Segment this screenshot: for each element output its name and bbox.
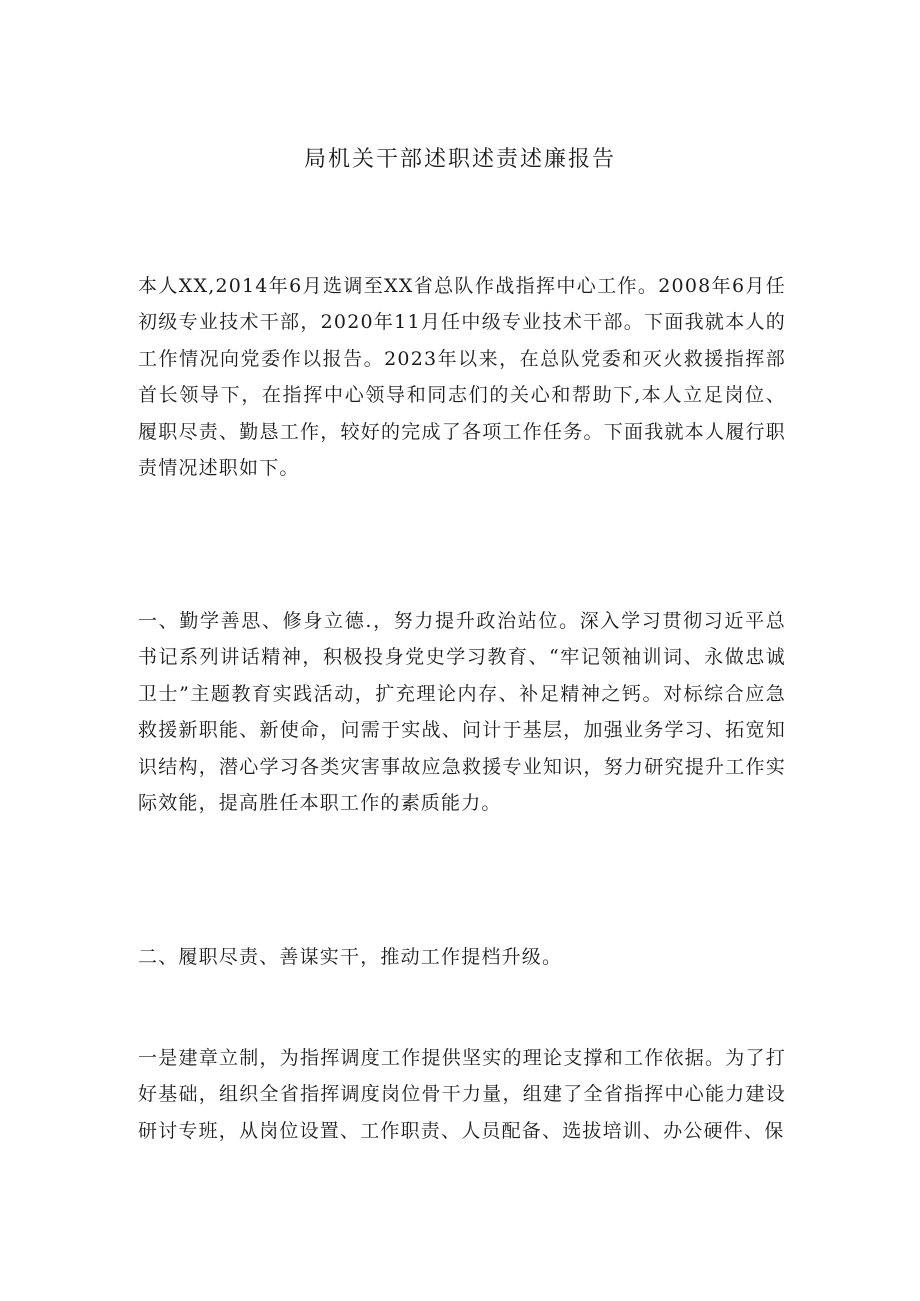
paragraph-section-one: 一、勤学善思、修身立德.，努力提升政治站位。深入学习贯彻习近平总书记系列讲话精神，积极投身党史学习教育、“牢记领袖训词、永做忠诚卫士”主题教育实践活动，扩充理论内存、补足精神之钙。对标综合应急救援新职能、新使命，问需于实战、问计于基层，加强业务学习、拓宽知识结构，潜心学习各类灾害事故应急救援专业知识，努力研究提升工作实际效能，提高胜任本职工作的素质能力。 <box>138 610 786 815</box>
paragraph-intro: 本人XX,2014年6月选调至XX省总队作战指挥中心工作。2008年6月任初级专业技术干部，2020年11月任中级专业技术干部。下面我就本人的工作情况向党委作以报告。2023年以来，在总队党委和灭火救援指挥部首长领导下，在指挥中心领导和同志们的关心和帮助下,本人立足岗位、履职尽责、勤恳工作，较好的完成了各项工作任务。下面我就本人履行职责情况述职如下。 <box>138 275 786 480</box>
document-title: 局机关干部述职述责述廉报告 <box>303 147 616 172</box>
paragraph-section-two-item-one: 一是建章立制，为指挥调度工作提供坚实的理论支撑和工作依据。为了打好基础，组织全省指挥调度岗位骨干力量，组建了全省指挥中心能力建设研讨专班，从岗位设置、工作职责、人员配备、选拔培训、办公硬件、保 <box>138 1047 786 1142</box>
paragraph-section-two-heading: 二、履职尽责、善谋实干，推动工作提档升级。 <box>138 946 563 968</box>
